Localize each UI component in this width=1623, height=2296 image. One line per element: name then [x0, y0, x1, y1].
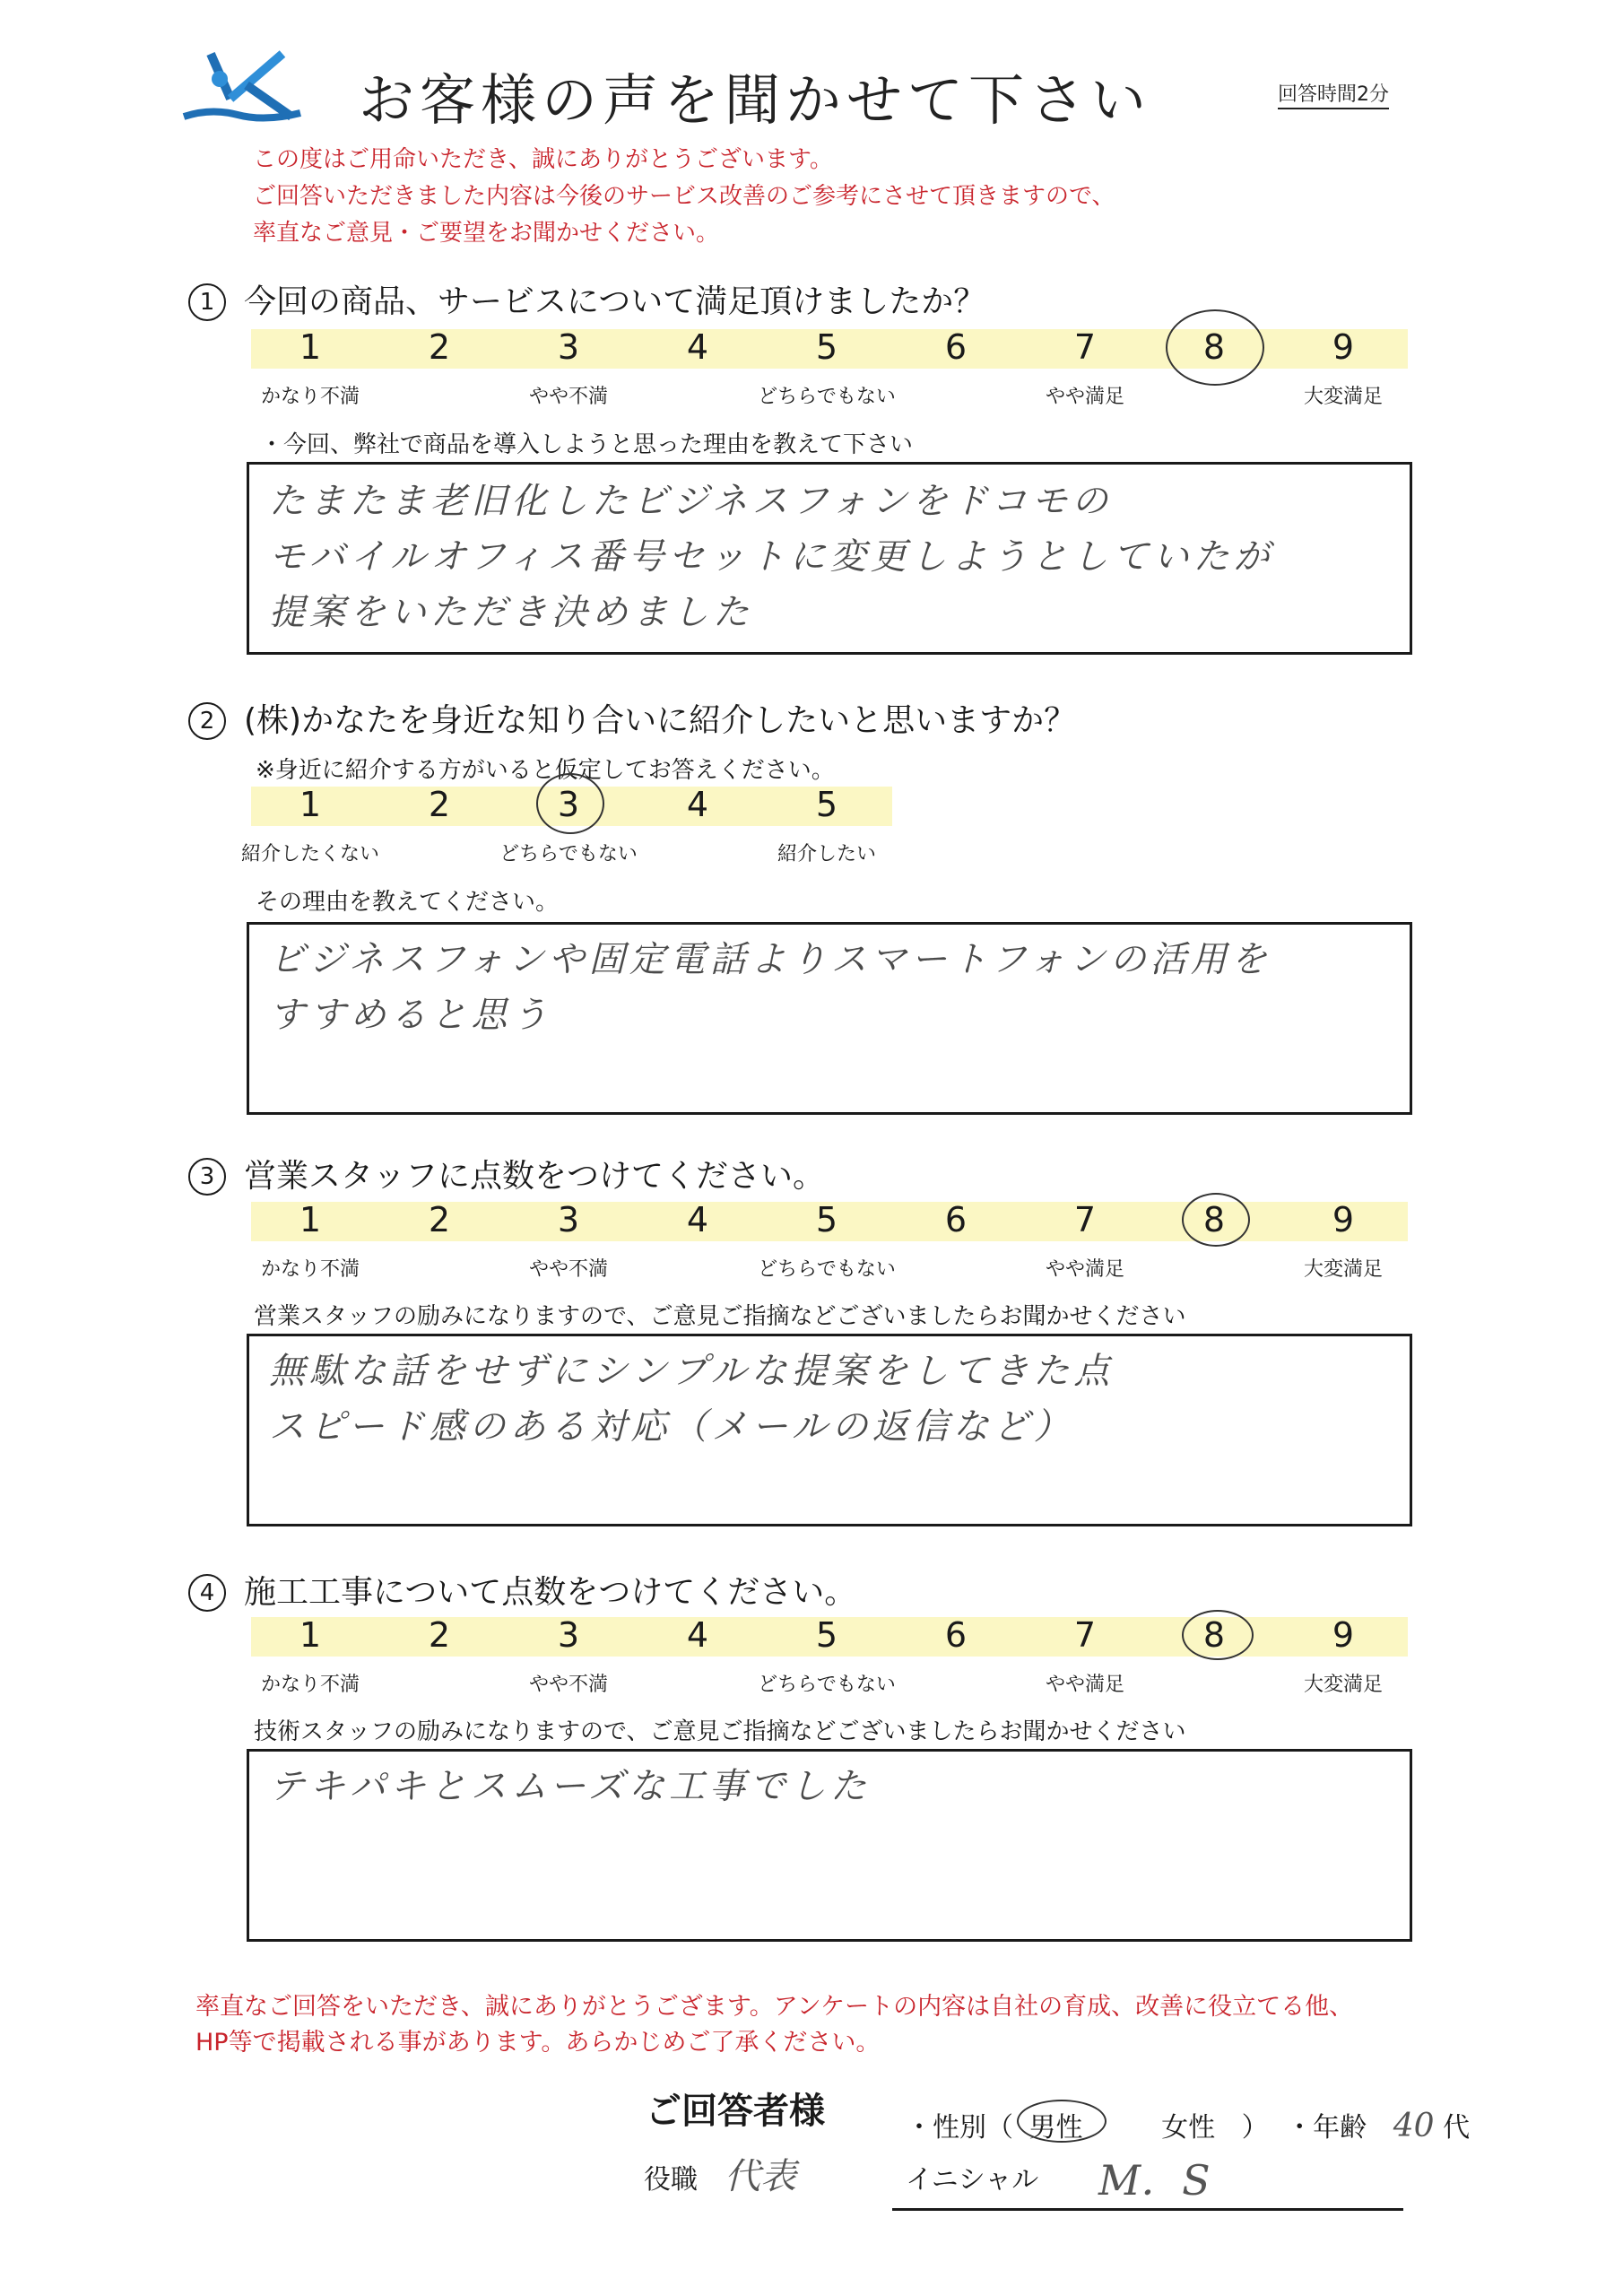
q2-answer-line: ビジネスフォンや固定電話よりスマートフォンの活用を: [269, 939, 1271, 980]
q1-answer-line: たまたま老旧化したビジネスフォンをドコモの: [269, 481, 1113, 522]
q4-answer-box[interactable]: [247, 1749, 1412, 1942]
q2-option-4[interactable]: 4: [686, 785, 709, 824]
initial-underline: [892, 2208, 1403, 2211]
q1-option-2[interactable]: 2: [428, 327, 451, 367]
q3-label-low: かなり不満: [260, 1258, 360, 1281]
q1-label-low: かなり不満: [260, 386, 360, 408]
q2-option-1[interactable]: 1: [299, 785, 322, 824]
q1-label-mid-low: やや不満: [528, 386, 609, 408]
q3-label-mid-low: やや不満: [528, 1258, 609, 1281]
q1-option-6[interactable]: 6: [944, 327, 968, 367]
q3-sub-question: 営業スタッフの励みになりますので、ご意見ご指摘などございましたらお聞かせください: [254, 1303, 1186, 1330]
q4-sub-question: 技術スタッフの励みになりますので、ご意見ご指摘などございましたらお聞かせください: [254, 1718, 1186, 1745]
q1-label-mid-high: やや満足: [1045, 386, 1125, 408]
age-unit: 代: [1443, 2112, 1471, 2144]
company-logo: [175, 45, 309, 130]
q2-heading: [188, 695, 1076, 741]
q1-label-high: 大変満足: [1303, 386, 1384, 408]
q4-option-3[interactable]: 3: [557, 1615, 580, 1655]
q1-label-neutral: どちらでもない: [758, 386, 896, 408]
q3-question: 営業スタッフに点数をつけてください。: [244, 1158, 826, 1195]
q1-option-5[interactable]: 5: [815, 327, 838, 367]
q1-answer-line: 提案をいただき決めました: [269, 592, 753, 633]
q3-option-8[interactable]: 8: [1202, 1200, 1226, 1239]
q2-number: 2: [188, 702, 226, 740]
q2-label-neutral: どちらでもない: [499, 843, 638, 865]
q4-option-4[interactable]: 4: [686, 1615, 709, 1655]
q3-option-5[interactable]: 5: [815, 1200, 838, 1239]
q3-option-2[interactable]: 2: [428, 1200, 451, 1239]
intro-line: 率直なご意見・ご要望をお聞かせください。: [253, 220, 720, 247]
q4-option-1[interactable]: 1: [299, 1615, 322, 1655]
q1-question: 今回の商品、サービスについて満足頂けましたか？: [244, 283, 986, 320]
q3-selected-circle: [1182, 1193, 1250, 1247]
q3-answer-line: 無駄な話をせずにシンプルな提案をしてきた点: [269, 1351, 1115, 1392]
footer-line: 率直なご回答をいただき、誠にありがとうござます。アンケートの内容は自社の育成、改善に役立てる他、: [195, 1993, 1354, 2021]
q4-option-9[interactable]: 9: [1332, 1615, 1355, 1655]
q2-label-low: 紹介したくない: [240, 843, 380, 865]
q1-number: 1: [188, 283, 226, 321]
q2-selected-circle: [536, 773, 604, 834]
q4-option-2[interactable]: 2: [428, 1615, 451, 1655]
intro-line: ご回答いただきました内容は今後のサービス改善のご参考にさせて頂きますので、: [253, 183, 1115, 210]
gender-male-option[interactable]: 男性: [1022, 2105, 1090, 2144]
gender-label: ・性別（: [906, 2112, 1013, 2144]
q3-option-1[interactable]: 1: [299, 1200, 322, 1239]
footer-note: [195, 1989, 1353, 2061]
q3-answer-line: スピード感のある対応（メールの返信など）: [269, 1406, 1074, 1448]
initial-value[interactable]: M．S: [1098, 2156, 1211, 2205]
q1-selected-circle: [1166, 309, 1264, 386]
gender-selected-circle: [1017, 2100, 1107, 2143]
q3-label-mid-high: やや満足: [1045, 1258, 1125, 1281]
q4-option-8[interactable]: 8: [1202, 1615, 1226, 1655]
q3-label-high: 大変満足: [1303, 1258, 1384, 1281]
q2-label-high: 紹介したい: [777, 843, 877, 865]
q2-option-5[interactable]: 5: [815, 785, 838, 824]
q2-answer-line: すすめると思う: [269, 995, 552, 1036]
gender-close: ）: [1241, 2112, 1269, 2144]
page-title: お客様の声を聞かせて下さい: [359, 67, 1152, 133]
gender-female-option[interactable]: 女性: [1161, 2112, 1216, 2144]
q1-option-7[interactable]: 7: [1073, 327, 1097, 367]
q4-label-mid-low: やや不満: [528, 1674, 609, 1696]
q4-answer-line: テキパキとスムーズな工事でした: [269, 1766, 871, 1807]
q1-option-1[interactable]: 1: [299, 327, 322, 367]
q1-sub-question: ・今回、弊社で商品を導入しようと思った理由を教えて下さい: [260, 431, 914, 458]
q2-sub-question: その理由を教えてください。: [256, 889, 560, 916]
q2-note: ※身近に紹介する方がいると仮定してお答えください。: [256, 757, 835, 784]
q3-number: 3: [188, 1158, 226, 1196]
q4-selected-circle: [1182, 1610, 1254, 1660]
q3-option-7[interactable]: 7: [1073, 1200, 1097, 1239]
q1-answer-line: モバイルオフィス番号セットに変更しようとしていたが: [269, 536, 1274, 578]
q2-question: (株)かなたを身近な知り合いに紹介したいと思いますか？: [244, 702, 1077, 739]
q1-option-8[interactable]: 8: [1202, 327, 1226, 367]
q4-option-7[interactable]: 7: [1073, 1615, 1097, 1655]
q3-answer-box[interactable]: [247, 1334, 1412, 1526]
q2-option-2[interactable]: 2: [428, 785, 451, 824]
q4-number: 4: [188, 1574, 226, 1612]
q1-option-3[interactable]: 3: [557, 327, 580, 367]
q1-option-4[interactable]: 4: [686, 327, 709, 367]
initial-label: イニシャル: [906, 2164, 1039, 2196]
role-label: 役職: [644, 2164, 698, 2196]
q4-label-mid-high: やや満足: [1045, 1674, 1125, 1696]
age-label: ・年齢: [1286, 2112, 1367, 2144]
q4-question: 施工工事について点数をつけてください。: [244, 1574, 857, 1611]
q4-heading: [188, 1567, 856, 1613]
intro-text: [253, 142, 1115, 252]
q3-label-neutral: どちらでもない: [758, 1258, 896, 1281]
q4-option-6[interactable]: 6: [944, 1615, 968, 1655]
q3-option-9[interactable]: 9: [1332, 1200, 1355, 1239]
respondent-title: ご回答者様: [646, 2091, 825, 2132]
q1-answer-box[interactable]: [247, 462, 1412, 655]
q4-label-low: かなり不満: [260, 1674, 360, 1696]
q3-option-4[interactable]: 4: [686, 1200, 709, 1239]
q4-label-neutral: どちらでもない: [758, 1674, 896, 1696]
q4-option-5[interactable]: 5: [815, 1615, 838, 1655]
q2-answer-box[interactable]: [247, 922, 1412, 1115]
q3-heading: [188, 1151, 825, 1196]
answer-time-note: 回答時間2分: [1278, 79, 1389, 109]
age-value[interactable]: 40: [1393, 2108, 1435, 2144]
q1-heading: [188, 276, 985, 322]
intro-line: この度はご用命いただき、誠にありがとうございます。: [253, 146, 833, 173]
q2-option-3[interactable]: 3: [557, 785, 580, 824]
q4-label-high: 大変満足: [1303, 1674, 1384, 1696]
q1-option-9[interactable]: 9: [1332, 327, 1355, 367]
q3-option-6[interactable]: 6: [944, 1200, 968, 1239]
q3-option-3[interactable]: 3: [557, 1200, 580, 1239]
gender-row: [906, 2105, 1470, 2144]
footer-line: HP等で掲載される事があります。あらかじめご了承ください。: [195, 2029, 881, 2057]
role-value[interactable]: 代表: [725, 2156, 796, 2197]
